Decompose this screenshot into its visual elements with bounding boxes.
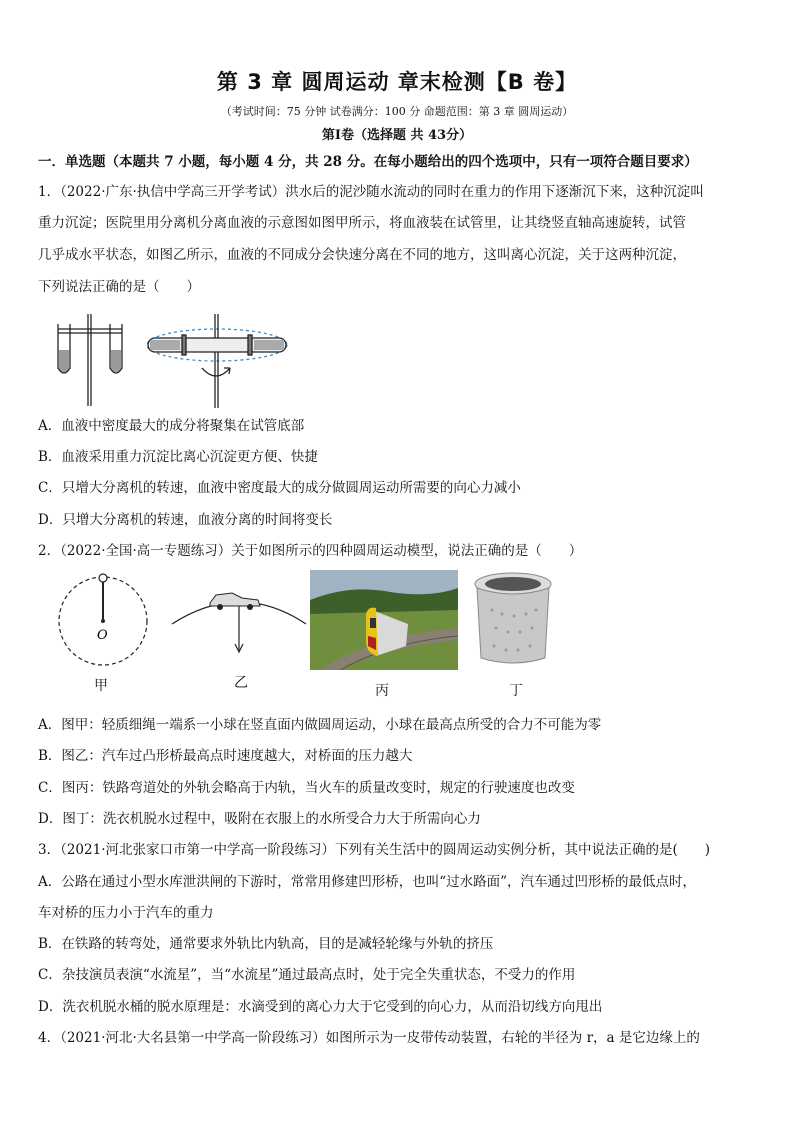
figure-yi-bridge	[170, 584, 310, 664]
q1-option-c: C．只增大分离机的转速，血液中密度最大的成分做圆周运动所需要的向心力减小	[38, 480, 521, 496]
q1-line: 下列说法正确的是（ ）	[38, 279, 200, 295]
page-title: 第 3 章 圆周运动 章末检测【B 卷】	[216, 70, 578, 94]
q1-line: 1．（2022·广东·执信中学高三开学考试）洪水后的泥沙随水流动的同时在重力的作用下逐渐沉下来，这种沉淀叫	[38, 184, 704, 200]
q2-stem: 2．（2022·全国·高一专题练习）关于如图所示的四种圆周运动模型，说法正确的是（ ）	[38, 543, 583, 559]
section-heading: 一．单选题（本题共 7 小题，每小题 4 分，共 28 分。在每小题给出的四个选项中，只有一项符合题目要求）	[38, 154, 698, 170]
figure-jia	[58, 314, 122, 406]
figure-yi	[147, 314, 287, 408]
q3-option-c: C．杂技演员表演“水流星”，当“水流星”通过最高点时，处于完全失重状态，不受力的作用	[38, 967, 576, 983]
q1-option-b: B．血液采用重力沉淀比离心沉淀更方便、快捷	[38, 449, 318, 465]
q1-option-d: D．只增大分离机的转速，血液分离的时间将变长	[38, 512, 333, 528]
q2-option-d: D．图丁：洗衣机脱水过程中，吸附在衣服上的水所受合力大于所需向心力	[38, 811, 481, 827]
figure-bing-train-photo	[310, 570, 458, 670]
q2-option-b: B．图乙：汽车过凸形桥最高点时速度越大，对桥面的压力越大	[38, 748, 413, 764]
caption-yi: 乙	[234, 675, 248, 691]
q3-stem: 3．（2021·河北张家口市第一中学高一阶段练习）下列有关生活中的圆周运动实例分析，其中说法正确的是( )	[38, 842, 711, 858]
q1-line: 几乎成水平状态，如图乙所示，血液的不同成分会快速分离在不同的地方，这叫离心沉淀，关于这两种沉淀，	[38, 247, 686, 263]
figure-ding-drum-photo	[468, 570, 558, 670]
centrifuge-figure	[50, 312, 300, 412]
q2-option-c: C．图丙：铁路弯道处的外轨会略高于内轨，当火车的质量改变时，规定的行驶速度也改变	[38, 780, 575, 796]
q3-option-b: B．在铁路的转弯处，通常要求外轨比内轨高，目的是减轻轮缘与外轨的挤压	[38, 936, 494, 952]
figure-jia-circle	[40, 566, 170, 676]
q2-option-a: A．图甲：轻质细绳一端系一小球在竖直面内做圆周运动，小球在最高点所受的合力不可能为零	[38, 717, 602, 733]
q1-option-a: A．血液中密度最大的成分将聚集在试管底部	[38, 418, 305, 434]
center-o-label: O	[97, 628, 108, 643]
q1-line: 重力沉淀；医院里用分离机分离血液的示意图如图甲所示，将血液装在试管里，让其绕竖直轴高速旋转，试管	[38, 215, 686, 231]
q3-option-a-cont: 车对桥的压力小于汽车的重力	[38, 905, 214, 921]
q4-stem: 4．（2021·河北·大名县第一中学高一阶段练习）如图所示为一皮带传动装置，右轮的半径为 r，a 是它边缘上的	[38, 1030, 700, 1046]
exam-info: （考试时间：75 分钟 试卷满分：100 分 命题范围：第 3 章 圆周运动）	[220, 105, 574, 118]
caption-jia: 甲	[94, 678, 108, 694]
part-heading: 第Ⅰ卷（选择题 共 43分）	[321, 128, 473, 143]
car-icon	[210, 593, 260, 610]
caption-bing: 丙	[375, 683, 389, 699]
q3-option-d: D．洗衣机脱水桶的脱水原理是：水滴受到的离心力大于它受到的向心力，从而沿切线方向甩出	[38, 999, 603, 1015]
caption-ding: 丁	[509, 683, 523, 699]
q3-option-a: A．公路在通过小型水库泄洪闸的下游时，常常用修建凹形桥，也叫“过水路面”，汽车通过凹形桥的最低点时，	[38, 874, 697, 890]
